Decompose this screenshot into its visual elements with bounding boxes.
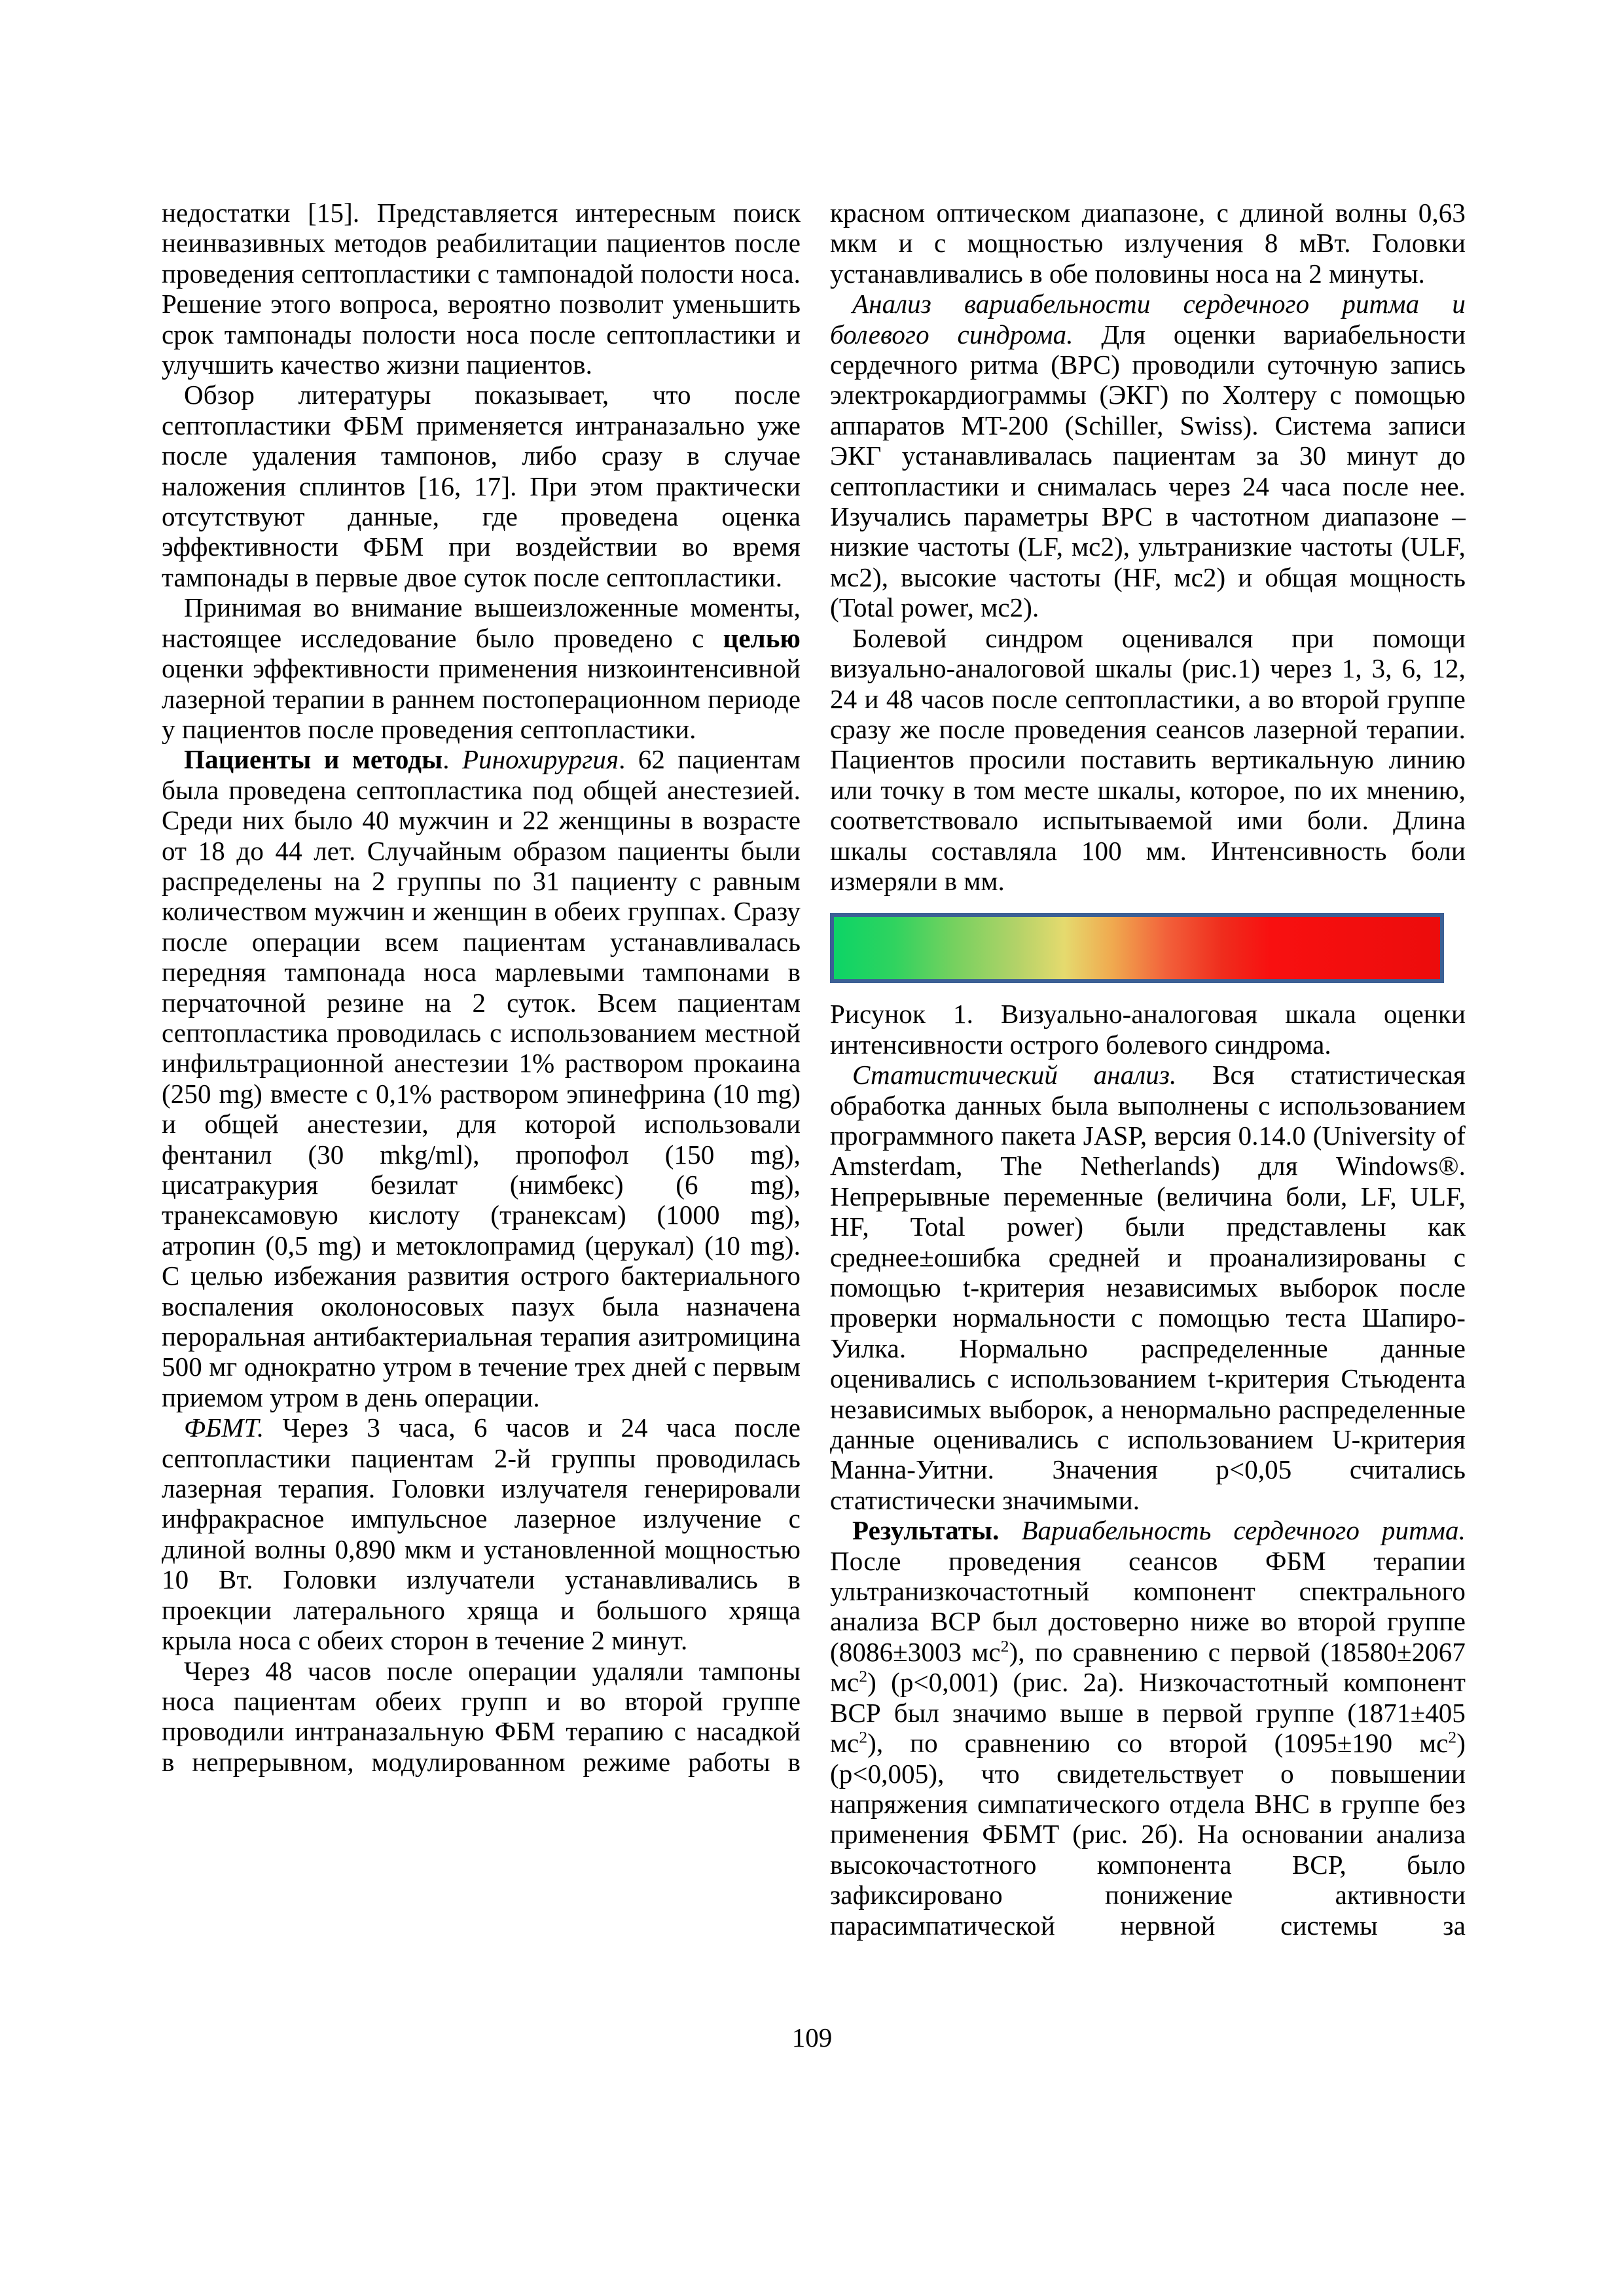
left-column <box>162 198 801 1777</box>
paragraph <box>162 1412 801 1655</box>
text-segment: Ринохирургия <box>461 744 619 775</box>
paragraph <box>162 1656 801 1778</box>
vas-gradient-bar <box>830 913 1444 983</box>
text-segment: После проведения сеансов ФБМ терапии ультранизкочастотный компонент спектрального анализа ВСР был достоверно ниже во второй группе (8086±3003 мс <box>830 1545 1466 1667</box>
paragraph <box>162 592 801 744</box>
text-segment: Вариабельность сердечного ритма. <box>1021 1515 1466 1546</box>
paragraph <box>162 744 801 1412</box>
paragraph <box>830 1060 1466 1515</box>
text-segment: ), по сравнению со второй (1095±190 мс <box>867 1728 1449 1759</box>
paragraph <box>830 623 1466 897</box>
text-segment: Рисунок 1. Визуально-аналоговая шкала оценки интенсивности острого болевого синдрома. <box>830 999 1466 1060</box>
text-segment: оценки эффективности применения низкоинтенсивной лазерной терапии в раннем постоперационном периоде у пациентов после проведения септопластики. <box>162 653 801 744</box>
text-segment: Принимая во внимание вышеизложенные моменты, настоящее исследование было проведено с <box>162 592 801 653</box>
text-segment: . <box>442 744 462 775</box>
text-segment: красном оптическом диапазоне, с длиной волны 0,63 мкм и с мощностью излучения 8 мВт. Головки устанавливались в обе половины носа на 2 минуты. <box>830 198 1466 289</box>
text-segment: ), по сравнению с первой (18580±2067 мс <box>830 1636 1466 1698</box>
text-segment: ) (p<0,001) (рис. 2а). Низкочастотный компонент ВСР был значимо выше в первой группе (1871±405 мс <box>830 1667 1466 1759</box>
text-segment: Статистический анализ. <box>852 1060 1177 1090</box>
paragraph <box>830 289 1466 622</box>
text-segment <box>1000 1515 1022 1545</box>
text-segment: Болевой синдром оценивался при помощи визуально-аналоговой шкалы (рис.1) через 1, 3, 6, 12, 24 и 48 часов после септопластики, а во второй группе сразу же после проведения сеансов лазерной терапии. Пациентов просили поставить вертикальную линию или точку в том месте шкалы, которое, по их мнению, соответствовало испытываемой ими боли. Длина шкалы составляла 100 мм. Интенсивность боли измеряли в мм. <box>830 622 1466 896</box>
text-segment: целью <box>723 622 801 653</box>
paragraph <box>830 198 1466 289</box>
text-segment: Результаты. <box>852 1515 1000 1546</box>
text-segment: 2 <box>1000 1637 1009 1656</box>
paragraph <box>162 380 801 592</box>
text-segment: 2 <box>859 1728 868 1747</box>
text-segment: 2 <box>1448 1728 1457 1747</box>
text-segment: Через 48 часов после операции удаляли тампоны носа пациентам обеих групп и во второй группе проводили интраназальную ФБМ терапию с насадкой в непрерывном, модулированном режиме работы в <box>162 1655 801 1777</box>
text-segment: 2 <box>859 1667 868 1686</box>
text-segment: . 62 пациентам была проведена септопластика под общей анестезией. Среди них было 40 мужчин и 22 женщины в возрасте от 18 до 44 лет. Случайным образом пациенты были распределены на 2 группы по 31 пациенту с равным количеством мужчин и женщин в обеих группах. Сразу после операции всем пациентам устанавливалась передняя тампонада носа марлевыми тампонами в перчаточной резине на 2 суток. Всем пациентам септопластика проводилась с использованием местной инфильтрационной анестезии 1% раствором прокаина (250 mg) вместе с 0,1% раствором эпинефрина (10 mg) и общей анестезии, для которой использовали фентанил (30 mkg/ml), пропофол (150 mg), цисатракурия безилат (нимбекс) (6 mg), транексамовую кислоту (транексам) (1000 mg), атропин (0,5 mg) и метоклопрамид (церукал) (10 mg). С целью избежания развития острого бактериального воспаления околоносовых пазух была назначена пероральная антибактериальная терапия азитромицина 500 мг однократно утром в течение трех дней с первым приемом утром в день операции. <box>162 744 801 1412</box>
text-segment: Пациенты и методы <box>184 744 443 775</box>
text-segment: недостатки [15]. Представляется интересным поиск неинвазивных методов реабилитации пациентов после проведения септопластики с тампонадой полости носа. Решение этого вопроса, вероятно позволит уменьшить срок тампонады полости носа после септопластики и улучшить качество жизни пациентов. <box>162 198 801 380</box>
page-number: 109 <box>791 2022 833 2053</box>
figure-caption <box>830 999 1466 1060</box>
text-segment: Для оценки вариабельности сердечного ритма (ВРС) проводили суточную запись электрокардиограммы (ЭКГ) по Холтеру с помощью аппаратов MT-200 (Schiller, Swiss). Система записи ЭКГ устанавливалась пациентам за 30 минут до септопластики и снималась через 24 часа после нее. Изучались параметры ВРС в частотном диапазоне – низкие частоты (LF, мс2), ультранизкие частоты (ULF, мс2), высокие частоты (HF, мс2) и общая мощность (Total power, мс2). <box>830 319 1466 623</box>
text-segment: Обзор литературы показывает, что после септопластики ФБМ применяется интраназально уже после удаления тампонов, либо сразу в случае наложения сплинтов [16, 17]. При этом практически отсутствуют данные, где проведена оценка эффективности ФБМ при воздействии во время тампонады в первые двое суток после септопластики. <box>162 380 801 592</box>
text-segment: ФБМТ. <box>184 1412 264 1443</box>
right-column <box>830 198 1466 1941</box>
paragraph <box>830 1515 1466 1941</box>
text-segment: ) (p<0,005), что свидетельствует о повышении напряжения симпатического отдела ВНС в группе без применения ФБМТ (рис. 2б). На основании анализа высокочастотного компонента ВСР, было зафиксировано понижение активности парасимпатической нервной системы за <box>830 1728 1466 1941</box>
text-segment: Анализ вариабельности сердечного ритма и болевого синдрома. <box>830 289 1466 350</box>
paragraph <box>162 198 801 380</box>
text-segment: Через 3 часа, 6 часов и 24 часа после септопластики пациентам 2-й группы проводилась лазерная терапия. Головки излучателя генерировали инфракрасное импульсное лазерное излучение с длиной волны 0,890 мкм и установленной мощностью 10 Вт. Головки излучатели устанавливались в проекции латерального хряща и большого хряща крыла носа с обеих сторон в течение 2 минут. <box>162 1412 801 1656</box>
text-segment: Вся статистическая обработка данных была выполнены с использованием программного пакета JASP, версия 0.14.0 (University of Amsterdam, The Netherlands) для Windows®. Непрерывные переменные (величина боли, LF, ULF, HF, Total power) были представлены как среднее±ошибка средней и проанализированы с помощью t-критерия независимых выборок после проверки нормальности с помощью теста Шапиро-Уилка. Нормально распределенные данные оценивались с использованием t-критерия Стьюдента независимых выборок, а ненормально распределенные данные оценивались с использованием U-критерия Манна-Уитни. Значения p<0,05 считались статистически значимыми. <box>830 1060 1466 1515</box>
